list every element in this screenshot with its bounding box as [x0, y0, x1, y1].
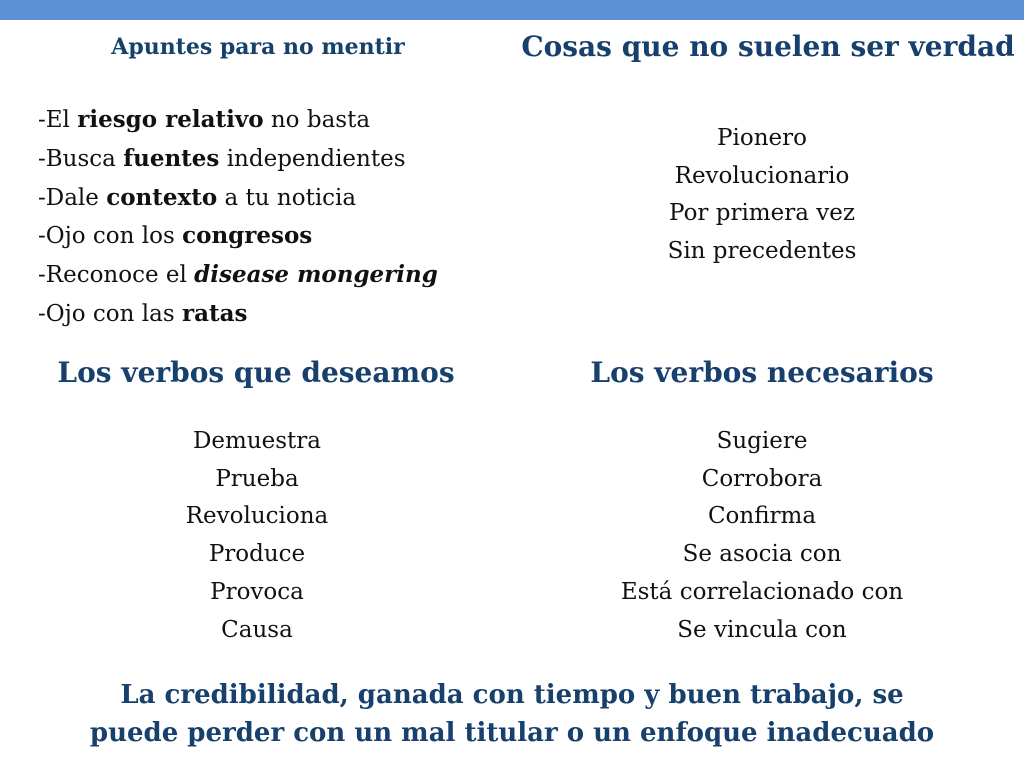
not-true-heading: Cosas que no suelen ser verdad — [521, 30, 1015, 63]
list-item: Sin precedentes — [667, 238, 857, 265]
tip-keyword: contexto — [106, 183, 218, 211]
list-item: Causa — [221, 616, 293, 643]
needed-verbs-list — [562, 423, 962, 649]
tip-text: -El — [38, 107, 78, 133]
desired-verbs-list — [107, 423, 407, 649]
tip-text: -Dale — [38, 184, 107, 211]
tips-list — [38, 101, 438, 334]
tip-item — [38, 256, 438, 295]
list-item: Revolucionario — [674, 162, 850, 189]
tip-text: -Ojo con las — [38, 300, 182, 327]
tips-heading: Apuntes para no mentir — [111, 34, 405, 60]
desired-verbs-heading: Los verbos que deseamos — [57, 356, 455, 389]
conclusion-line-1: La credibilidad, ganada con tiempo y buen trabajo, se — [120, 680, 904, 710]
needed-verbs-heading: Los verbos necesarios — [590, 356, 934, 389]
tip-item — [38, 101, 438, 140]
conclusion-line-2: puede perder con un mal titular o un enfoque inadecuado — [89, 718, 935, 748]
top-accent-bar — [0, 0, 1024, 20]
list-item: Está correlacionado con — [620, 578, 904, 605]
tip-item — [38, 179, 438, 218]
tip-keyword: fuentes — [123, 144, 220, 172]
tip-text: a tu noticia — [217, 184, 357, 211]
not-true-list — [612, 120, 912, 271]
list-item: Demuestra — [192, 428, 322, 454]
tip-keyword: congresos — [182, 222, 313, 250]
tip-text: independientes — [219, 145, 406, 172]
tip-item — [38, 217, 438, 256]
list-item: Sugiere — [716, 428, 808, 454]
tip-text: no basta — [263, 107, 371, 133]
tip-keyword: disease mongering — [194, 261, 438, 289]
tip-keyword: riesgo relativo — [77, 106, 264, 133]
tip-text: -Busca — [38, 145, 124, 172]
list-item: Corrobora — [701, 465, 823, 492]
list-item: Produce — [208, 541, 306, 568]
list-item: Se vincula con — [677, 616, 847, 643]
list-item: Pionero — [717, 125, 807, 151]
tip-keyword: ratas — [181, 299, 248, 327]
list-item: Confirma — [707, 503, 817, 530]
list-item: Revoluciona — [185, 503, 329, 530]
list-item: Se asocia con — [682, 541, 842, 568]
tip-item — [38, 140, 438, 179]
list-item: Por primera vez — [669, 200, 855, 227]
tip-text: -Reconoce el — [38, 262, 195, 289]
list-item: Prueba — [215, 465, 299, 492]
tip-text: -Ojo con los — [38, 223, 183, 250]
list-item: Provoca — [210, 578, 304, 605]
tip-item — [38, 295, 438, 334]
conclusion-text — [0, 676, 1024, 752]
